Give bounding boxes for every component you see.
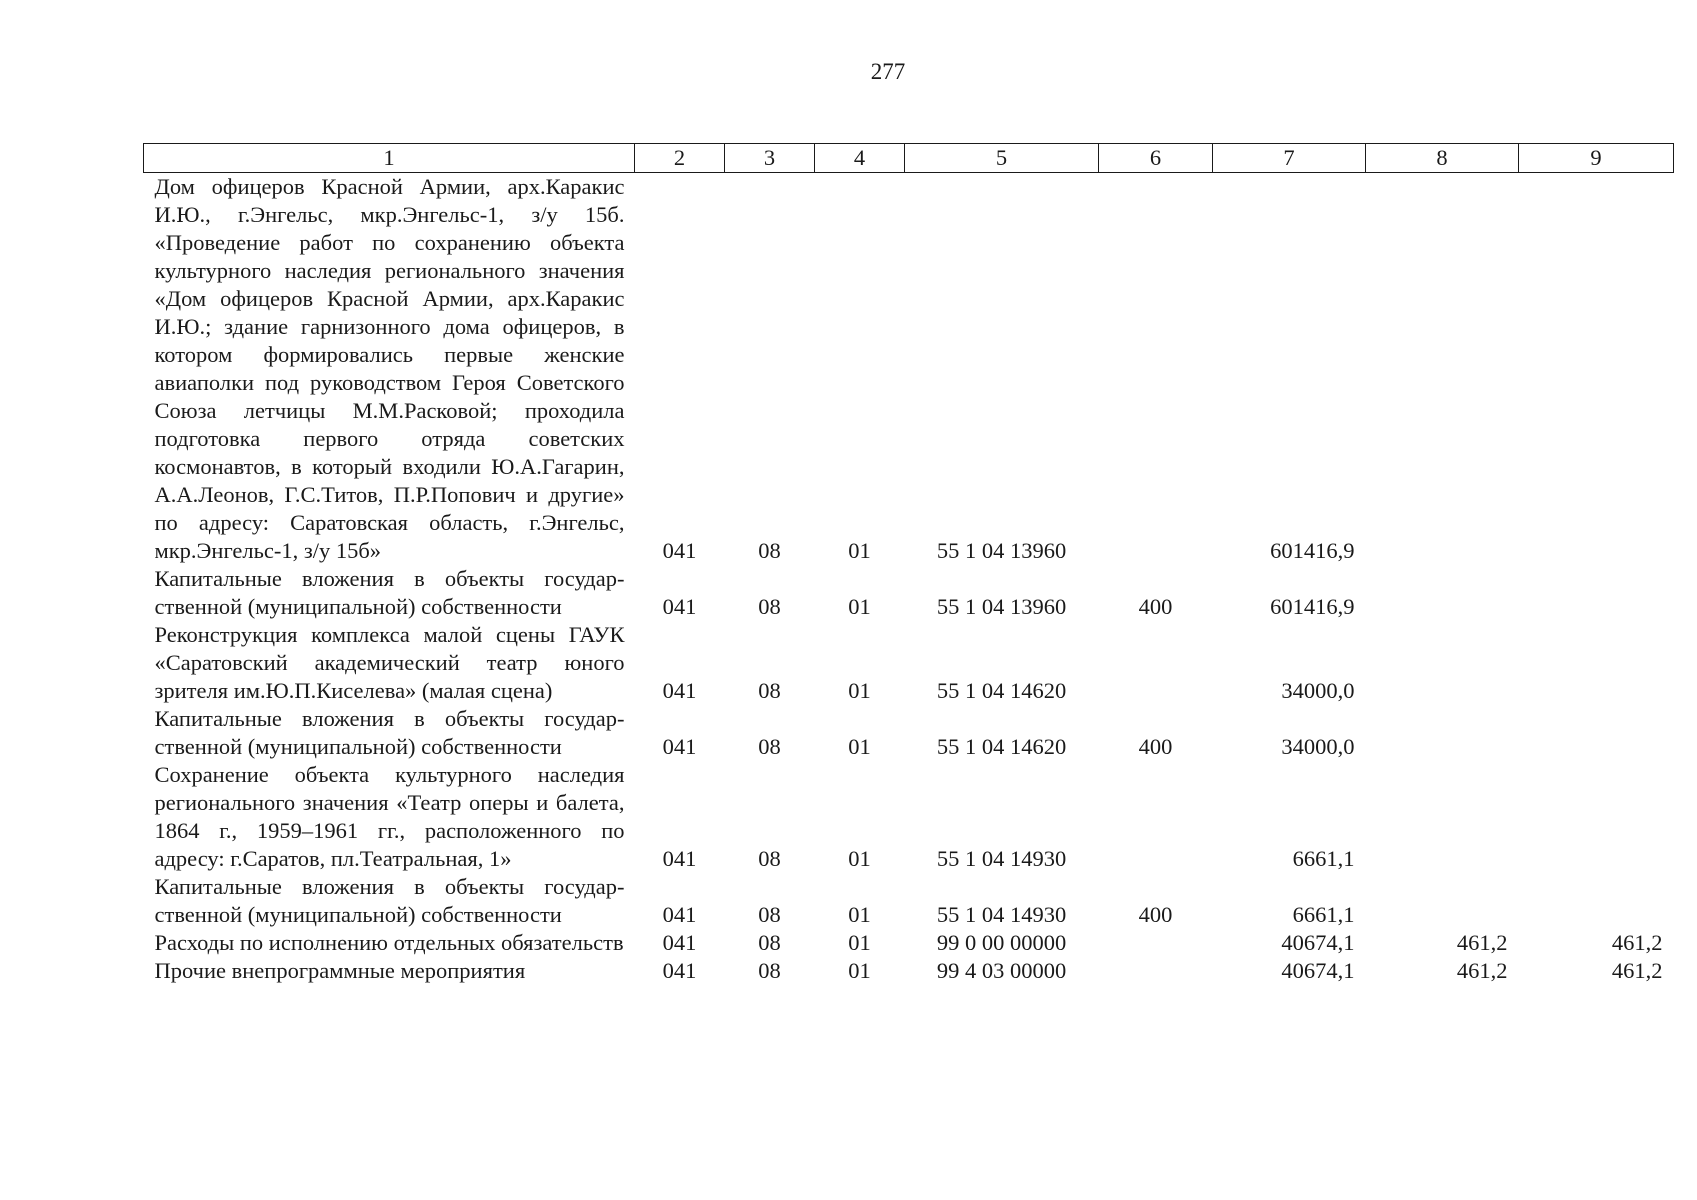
expense-type-code: 400 — [1138, 902, 1173, 927]
expense-type-code: 400 — [1138, 734, 1173, 759]
header-row — [144, 144, 1674, 173]
column-header-9: 9 — [1519, 144, 1674, 173]
subsection-code: 01 — [848, 958, 871, 983]
column-header-4: 4 — [815, 144, 905, 173]
ministry-code: 041 — [662, 678, 697, 703]
amount-col-8 — [1366, 761, 1519, 873]
subsection-code: 01 — [848, 930, 871, 955]
target-article-code: 55 1 04 14620 — [936, 734, 1067, 759]
subsection-code: 01 — [848, 902, 871, 927]
amount-col-8: 461,2 — [1456, 958, 1508, 983]
amount-col-7: 601416,9 — [1270, 594, 1355, 619]
amount-col-9 — [1519, 705, 1674, 761]
expense-type-code — [1099, 929, 1213, 957]
table-row — [144, 705, 1674, 761]
section-code: 08 — [758, 958, 781, 983]
amount-col-9 — [1519, 761, 1674, 873]
table-row — [144, 173, 1674, 566]
amount-col-8: 461,2 — [1456, 930, 1508, 955]
target-article-code: 99 4 03 00000 — [936, 958, 1067, 983]
amount-col-7: 34000,0 — [1281, 678, 1355, 703]
column-header-8: 8 — [1366, 144, 1519, 173]
amount-col-9 — [1519, 621, 1674, 705]
target-article-code: 55 1 04 13960 — [936, 538, 1067, 563]
expense-type-code — [1099, 173, 1213, 566]
subsection-code: 01 — [848, 846, 871, 871]
section-code: 08 — [758, 678, 781, 703]
column-header-1: 1 — [144, 144, 635, 173]
subsection-code: 01 — [848, 594, 871, 619]
budget-table — [143, 143, 1674, 985]
row-name: Прочие внепрограммные мероприятия — [154, 958, 526, 983]
amount-col-7: 6661,1 — [1292, 902, 1355, 927]
page-number: 277 — [870, 59, 906, 84]
table-row — [144, 873, 1674, 929]
ministry-code: 041 — [662, 958, 697, 983]
amount-col-7: 34000,0 — [1281, 734, 1355, 759]
row-name: Капитальные вложения в объекты государственной (муниципальной) собственности — [154, 706, 625, 759]
row-name: Сохранение объекта культурного наследия регионального значения «Театр оперы и балета, 1864 г., 1959–1961 гг., расположенного по адресу: г.Саратов, пл.Театральная, 1» — [154, 762, 625, 871]
target-article-code: 55 1 04 14930 — [936, 902, 1067, 927]
column-header-7: 7 — [1213, 144, 1366, 173]
expense-type-code — [1099, 761, 1213, 873]
ministry-code: 041 — [662, 538, 697, 563]
amount-col-8 — [1366, 705, 1519, 761]
target-article-code: 55 1 04 13960 — [936, 594, 1067, 619]
amount-col-9 — [1519, 173, 1674, 566]
table-body — [144, 173, 1674, 986]
section-code: 08 — [758, 594, 781, 619]
table-row — [144, 957, 1674, 985]
column-header-2: 2 — [635, 144, 725, 173]
amount-col-7: 601416,9 — [1270, 538, 1355, 563]
section-code: 08 — [758, 734, 781, 759]
subsection-code: 01 — [848, 538, 871, 563]
row-name: Дом офицеров Красной Армии, арх.Каракис И.Ю., г.Энгельс, мкр.Энгельс-1, з/у 15б. «Проведение работ по сохранению объекта культурного наследия регионального значения «Дом офицеров Красной Армии, арх.Каракис И.Ю.; здание гарнизонного дома офицеров, в котором формировались первые женские авиаполки под руководством Героя Советского Союза летчицы М.М.Расковой; проходила подготовка первого отряда советских космонавтов, в который входили Ю.А.Гагарин, А.А.Леонов, Г.С.Титов, П.Р.Попович и другие» по адресу: Саратовская область, г.Энгельс, мкр.Энгельс-1, з/у 15б» — [154, 174, 625, 563]
table-header — [144, 144, 1674, 173]
amount-col-9: 461,2 — [1611, 958, 1663, 983]
subsection-code: 01 — [848, 734, 871, 759]
table-row — [144, 621, 1674, 705]
column-header-6: 6 — [1099, 144, 1213, 173]
section-code: 08 — [758, 538, 781, 563]
row-name: Расходы по исполнению отдельных обязательств — [154, 930, 624, 955]
target-article-code: 55 1 04 14930 — [936, 846, 1067, 871]
ministry-code: 041 — [662, 846, 697, 871]
expense-type-code — [1099, 621, 1213, 705]
expense-type-code: 400 — [1138, 594, 1173, 619]
ministry-code: 041 — [662, 594, 697, 619]
row-name: Реконструкция комплекса малой сцены ГАУК «Саратовский академический театр юного зрителя им.Ю.П.Киселева» (малая сцена) — [154, 622, 625, 703]
table-row — [144, 565, 1674, 621]
section-code: 08 — [758, 902, 781, 927]
table-row — [144, 761, 1674, 873]
amount-col-9: 461,2 — [1611, 930, 1663, 955]
column-header-5: 5 — [905, 144, 1099, 173]
amount-col-8 — [1366, 621, 1519, 705]
target-article-code: 99 0 00 00000 — [936, 930, 1067, 955]
amount-col-8 — [1366, 873, 1519, 929]
ministry-code: 041 — [662, 734, 697, 759]
amount-col-7: 40674,1 — [1281, 930, 1355, 955]
column-header-3: 3 — [725, 144, 815, 173]
ministry-code: 041 — [662, 902, 697, 927]
amount-col-7: 40674,1 — [1281, 958, 1355, 983]
row-name: Капитальные вложения в объекты государственной (муниципальной) собственности — [154, 874, 625, 927]
table-row — [144, 929, 1674, 957]
section-code: 08 — [758, 930, 781, 955]
amount-col-8 — [1366, 565, 1519, 621]
expense-type-code — [1099, 957, 1213, 985]
amount-col-9 — [1519, 565, 1674, 621]
subsection-code: 01 — [848, 678, 871, 703]
amount-col-7: 6661,1 — [1292, 846, 1355, 871]
row-name: Капитальные вложения в объекты государственной (муниципальной) собственности — [154, 566, 625, 619]
amount-col-8 — [1366, 173, 1519, 566]
ministry-code: 041 — [662, 930, 697, 955]
section-code: 08 — [758, 846, 781, 871]
amount-col-9 — [1519, 873, 1674, 929]
target-article-code: 55 1 04 14620 — [936, 678, 1067, 703]
